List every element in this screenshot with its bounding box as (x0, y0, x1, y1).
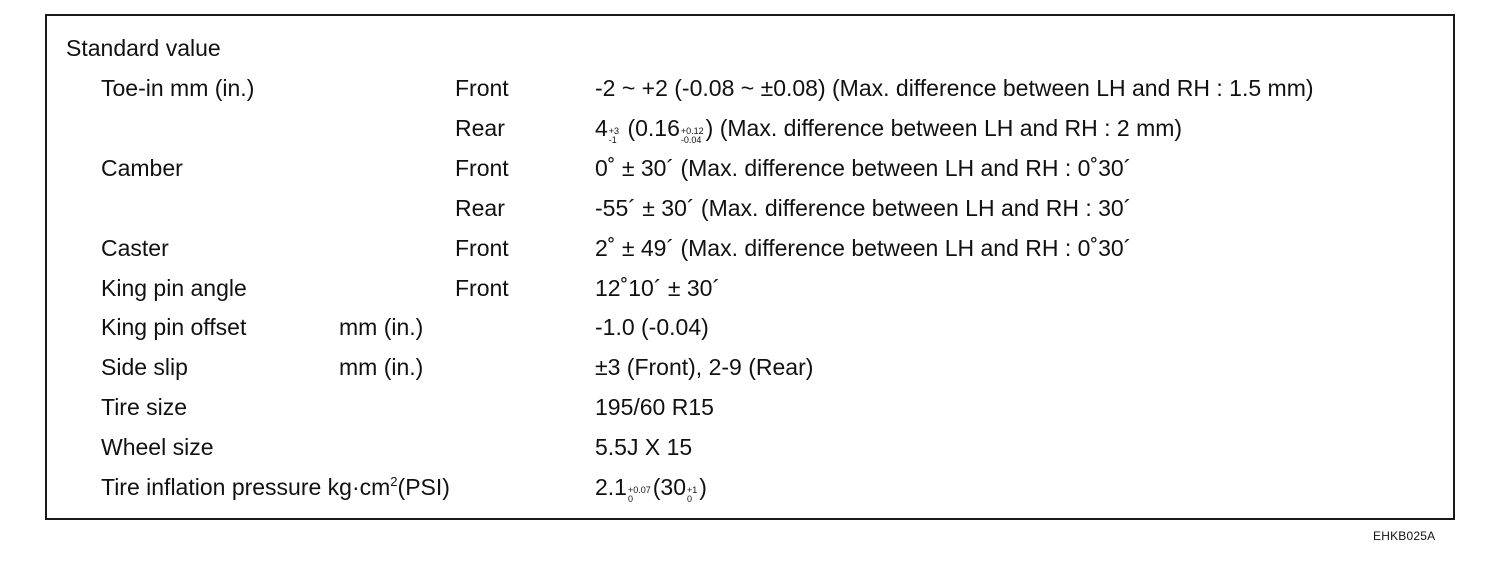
spec-label: King pin angle (101, 275, 247, 301)
spec-position: Front (455, 75, 509, 101)
spec-label: Wheel size (101, 434, 214, 460)
spec-label: Camber (101, 155, 183, 181)
spec-row-side-slip (47, 353, 1453, 393)
spec-row-camber-front (47, 154, 1453, 194)
standard-value-table (45, 14, 1455, 520)
spec-label: Tire size (101, 394, 188, 420)
spec-row-tire-inflation-pressure (47, 473, 1453, 513)
spec-position: Rear (455, 115, 505, 141)
spec-value: -2 ~ +2 (-0.08 ~ ±0.08) (Max. difference between LH and RH : 1.5 mm) (595, 75, 1314, 101)
spec-value: ±3 (Front), 2-9 (Rear) (595, 354, 814, 380)
tolerance-upper: +1 (687, 485, 698, 495)
spec-position: Front (455, 235, 509, 261)
value-note: ) (Max. difference between LH and RH : 2 mm) (705, 115, 1183, 141)
spec-value: 0˚ ± 30´ (Max. difference between LH and RH : 0˚30´ (595, 155, 1132, 181)
value-close: ) (699, 474, 707, 500)
spec-row-toe-in-front (47, 74, 1453, 114)
spec-label: Caster (101, 235, 169, 261)
tolerance-upper: +0.07 (627, 485, 651, 495)
spec-value (595, 114, 1182, 145)
label-text: Tire inflation pressure kg·cm (101, 474, 391, 500)
value-base: 4 (595, 115, 608, 141)
spec-row-tire-size (47, 393, 1453, 433)
spec-row-king-pin-angle (47, 274, 1453, 314)
tolerance-lower: 0 (687, 494, 693, 504)
spec-row-caster (47, 234, 1453, 274)
spec-label: Side slip (101, 354, 188, 380)
spec-row-king-pin-offset (47, 313, 1453, 353)
value-tolerance (609, 127, 619, 145)
spec-label (101, 473, 450, 501)
label-exponent: 2 (390, 474, 398, 489)
spec-position: Front (455, 155, 509, 181)
spec-row-camber-rear (47, 194, 1453, 234)
value-base: 2.1 (595, 474, 627, 500)
spec-value: 2˚ ± 49´ (Max. difference between LH and RH : 0˚30´ (595, 235, 1132, 261)
tolerance-upper: +0.12 (680, 126, 704, 136)
spec-label: Toe-in mm (in.) (101, 75, 255, 101)
spec-row-wheel-size (47, 433, 1453, 473)
section-heading: Standard value (66, 35, 221, 61)
value-psi: (30 (652, 474, 687, 500)
spec-value: 12˚10´ ± 30´ (595, 275, 721, 301)
value-tolerance (628, 486, 651, 504)
spec-position: Front (455, 275, 509, 301)
spec-unit: mm (in.) (339, 314, 424, 340)
spec-position: Rear (455, 195, 505, 221)
spec-value: 195/60 R15 (595, 394, 714, 420)
spec-value: -1.0 (-0.04) (595, 314, 709, 340)
spec-label: King pin offset (101, 314, 247, 340)
label-unit: (PSI) (397, 474, 450, 500)
spec-value: -55´ ± 30´ (Max. difference between LH and RH : 30´ (595, 195, 1132, 221)
spec-value: 5.5J X 15 (595, 434, 693, 460)
figure-code: EHKB025A (1373, 529, 1436, 543)
tolerance-lower: -1 (608, 135, 617, 145)
tolerance-lower: -0.04 (680, 135, 702, 145)
spec-value (595, 473, 707, 504)
spec-row-toe-in-rear (47, 114, 1453, 154)
tolerance-upper: +3 (608, 126, 620, 136)
inch-tolerance (681, 127, 704, 145)
spec-unit: mm (in.) (339, 354, 424, 380)
value-inch: (0.16 (621, 115, 680, 141)
psi-tolerance (687, 486, 697, 504)
tolerance-lower: 0 (627, 494, 633, 504)
